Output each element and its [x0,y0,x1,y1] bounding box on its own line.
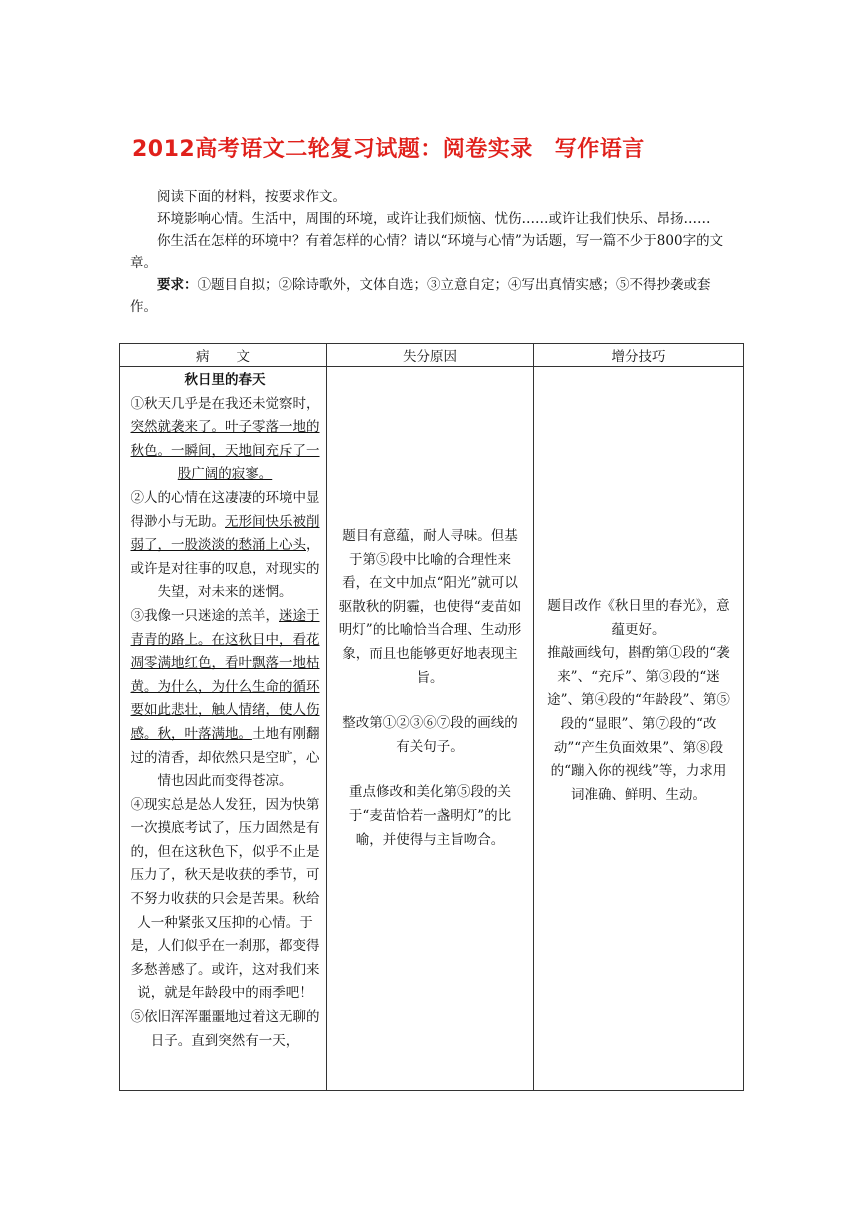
table-row [120,367,744,1091]
essay-text: ①秋天几乎是在我还未觉察时， [130,395,320,412]
prompt-material: 环境影响心情。生活中，周围的环境，或许让我们烦恼、忧伤……或许让我们快乐、昂扬…… [157,211,711,227]
reason-item-3: 重点修改和美化第⑤段的关于“麦苗恰若一盏明灯”的比喻，并使得与主旨吻合。 [348,784,512,848]
table-header-row [120,344,744,367]
analysis-table [119,343,744,1091]
requirements-label: 要求： [157,277,198,293]
reason-cell [327,367,534,1091]
underlined-sentence: 迷途于青青的路上。在这秋日中，看花凋零满地红色，看叶飘落一地枯黄。为什么，为什么生命的循环要如此悲壮，触人情绪，使人伤感。秋，叶落满地。 [130,607,320,742]
essay-paragraph-4: ④现实总是怂人发狂，因为快第一次摸底考试了，压力固然是有的，但在这秋色下，似乎不止是压力了，秋天是收获的季节，可不努力收获的只会是苦果。秋给人一种紧张又压抑的心情。于是，人们似乎在一刹那，都变得多愁善感了。或许，这对我们来说，就是年龄段中的雨季吧！ [130,796,320,1002]
essay-paragraph-1 [130,393,320,487]
reason-item-2: 整改第①②③⑥⑦段的画线的有关句子。 [342,715,518,755]
essay-text: ③我像一只迷途的羔羊， [130,607,279,624]
tip-item-1: 题目改作《秋日里的春光》，意蕴更好。 [547,598,730,638]
essay-text: 土地有刚翻过的清香，却依然只是空旷，心情也因此而变得苍凉。 [130,725,320,790]
essay-paragraph-5: ⑤依旧浑浑噩噩地过着这无聊的日子。直到突然有一天， [130,1009,320,1049]
tips-cell [534,367,744,1091]
tip-item-2: 推敲画线句，斟酌第①段的“袭来”、“充斥”、第③段的“迷途”、第④段的“年龄段”、第⑤段的“显眼”、第⑦段的“改动”“产生负面效果”、第⑧段的“蹦入你的视线”等，力求用词准确、鲜明、生动。 [547,645,730,803]
header-reason: 失分原因 [327,344,534,367]
essay-paragraph-3 [130,605,320,794]
essay-title: 秋日里的春天 [184,372,266,388]
prompt-requirements [130,274,734,318]
page-title-sub: 写作语言 [554,137,645,162]
page-title [132,132,645,163]
requirements-text: ①题目自拟；②除诗歌外，文体自选；③立意自定；④写出真情实感；⑤不得抄袭或套作。 [130,277,711,315]
essay-cell [120,367,327,1091]
header-essay: 病 文 [120,344,327,367]
prompt-instruction: 阅读下面的材料，按要求作文。 [157,189,346,205]
writing-prompt [130,186,734,318]
prompt-question: 你生活在怎样的环境中？有着怎样的心情？请以“环境与心情”为话题，写一篇不少于800字的文章。 [130,233,724,271]
essay-paragraph-2 [130,487,320,605]
underlined-sentence: 无形间快乐被削弱了，一股淡淡的愁涌上心头 [130,513,320,554]
header-tips: 增分技巧 [534,344,744,367]
essay-text: ，或许是对往事的叹息，对现实的失望，对未来的迷惘。 [130,537,320,601]
reason-item-1: 题目有意蕴，耐人寻味。但基于第⑤段中比喻的合理性来看，在文中加点“阳光”就可以驱散秋的阴霾，也使得“麦苗如明灯”的比喻恰当合理、生动形象，而且也能够更好地表现主旨。 [338,528,522,686]
page-title-main: 2012高考语文二轮复习试题：阅卷实录 [132,137,533,162]
underlined-sentence: 突然就袭来了。叶子零落一地的秋色。一瞬间，天地间充斥了一股广阔的寂寥。 [130,419,320,483]
essay-text: ②人的心情在这凄凄的环境中显得渺小与无助。 [130,489,320,530]
